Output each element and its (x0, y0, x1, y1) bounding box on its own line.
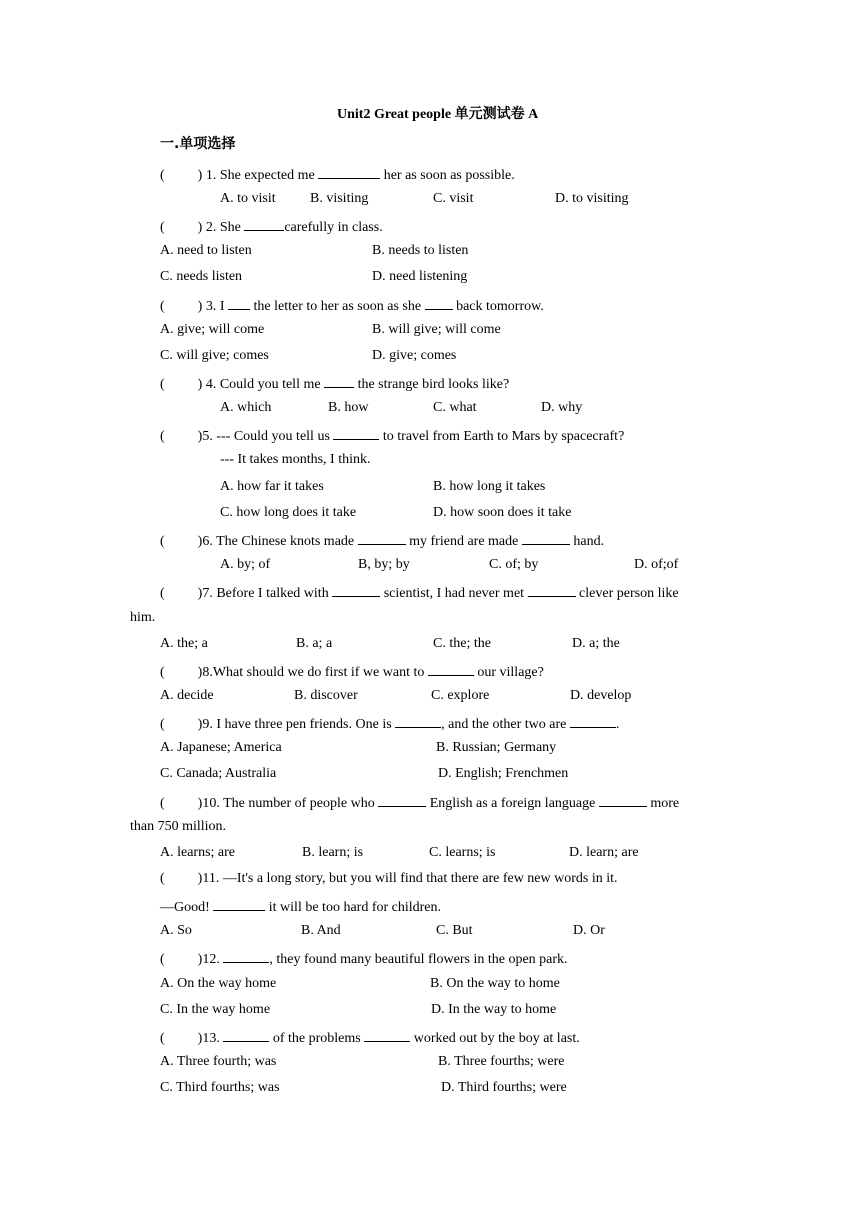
option-b: B. Russian; Germany (436, 740, 557, 755)
option-d: D. need listening (372, 269, 468, 284)
question-4: ( ) 4. Could you tell me the strange bird looks like? (160, 373, 509, 394)
option-c: C. visit (433, 191, 474, 206)
option-d: D. English; Frenchmen (438, 766, 569, 781)
answer-blank (223, 1027, 269, 1042)
section-heading: 一.单项选择 (160, 136, 236, 152)
answer-blank (318, 164, 380, 179)
answer-blank (522, 530, 570, 545)
answer-blank (425, 295, 453, 310)
option-a: A. Three fourth; was (160, 1054, 277, 1069)
answer-blank (333, 425, 379, 440)
question-12: ( )12. , they found many beautiful flowers in the open park. (160, 948, 568, 969)
option-a: A. need to listen (160, 243, 252, 258)
question-7: ( )7. Before I talked with scientist, I had never met clever person like (160, 582, 679, 603)
option-a: A. give; will come (160, 322, 265, 337)
option-d: D. Third fourths; were (441, 1080, 567, 1095)
question-10-continuation: than 750 million. (130, 819, 227, 834)
option-a: A. learns; are (160, 845, 236, 860)
answer-blank (244, 216, 284, 231)
answer-blank (358, 530, 406, 545)
option-b: B. learn; is (302, 845, 364, 860)
option-d: D. to visiting (555, 191, 629, 206)
answer-blank (378, 792, 426, 807)
answer-blank (228, 295, 250, 310)
option-a: A. the; a (160, 636, 208, 651)
option-b: B. And (301, 923, 341, 938)
option-d: D. of;of (634, 557, 679, 572)
option-d: D. In the way to home (431, 1002, 557, 1017)
option-b: B. visiting (310, 191, 369, 206)
question-6: ( )6. The Chinese knots made my friend are made hand. (160, 530, 604, 551)
option-d: D. learn; are (569, 845, 639, 860)
option-a: A. So (160, 923, 192, 938)
option-c: C. learns; is (429, 845, 496, 860)
answer-blank (223, 948, 269, 963)
question-5: ( )5. --- Could you tell us to travel from Earth to Mars by spacecraft? (160, 425, 624, 446)
option-a: A. which (220, 400, 272, 415)
option-d: D. why (541, 400, 583, 415)
option-c: C. how long does it take (220, 505, 357, 520)
question-11: ( )11. —It's a long story, but you will find that there are few new words in it. (160, 871, 618, 886)
question-10: ( )10. The number of people who English as a foreign language more (160, 792, 679, 813)
option-d: D. develop (570, 688, 632, 703)
question-1: ( ) 1. She expected me her as soon as possible. (160, 164, 515, 185)
question-9: ( )9. I have three pen friends. One is , and the other two are . (160, 713, 619, 734)
question-13: ( )13. of the problems worked out by the boy at last. (160, 1027, 580, 1048)
option-d: D. how soon does it take (433, 505, 572, 520)
question-2: ( ) 2. She carefully in class. (160, 216, 383, 237)
option-a: A. to visit (220, 191, 276, 206)
question-11-reply: —Good! it will be too hard for children. (160, 896, 441, 917)
option-c: C. of; by (489, 557, 539, 572)
option-c: C. will give; comes (160, 348, 269, 363)
answer-blank (364, 1027, 410, 1042)
answer-blank (428, 661, 474, 676)
option-b: B. will give; will come (372, 322, 501, 337)
question-8: ( )8.What should we do first if we want to our village? (160, 661, 544, 682)
answer-blank (395, 713, 441, 728)
option-b: B, by; by (358, 557, 410, 572)
option-d: D. a; the (572, 636, 620, 651)
option-c: C. Third fourths; was (160, 1080, 280, 1095)
page-title: Unit2 Great people 单元测试卷 A (337, 107, 539, 122)
option-b: B. Three fourths; were (438, 1054, 565, 1069)
question-3: ( ) 3. I the letter to her as soon as she back tomorrow. (160, 295, 544, 316)
option-d: D. give; comes (372, 348, 457, 363)
option-a: A. by; of (220, 557, 271, 572)
option-a: A. decide (160, 688, 214, 703)
answer-blank (599, 792, 647, 807)
answer-blank (528, 582, 576, 597)
option-a: A. how far it takes (220, 479, 324, 494)
option-c: C. needs listen (160, 269, 243, 284)
option-a: A. Japanese; America (160, 740, 282, 755)
option-b: B. needs to listen (372, 243, 469, 258)
question-5-reply: --- It takes months, I think. (220, 452, 371, 467)
option-c: C. what (433, 400, 477, 415)
option-b: B. a; a (296, 636, 333, 651)
option-c: C. Canada; Australia (160, 766, 277, 781)
answer-blank (213, 896, 265, 911)
option-a: A. On the way home (160, 976, 277, 991)
option-b: B. how long it takes (433, 479, 546, 494)
option-b: B. discover (294, 688, 358, 703)
option-d: D. Or (573, 923, 605, 938)
option-c: C. the; the (433, 636, 491, 651)
option-b: B. On the way to home (430, 976, 560, 991)
option-c: C. In the way home (160, 1002, 271, 1017)
answer-blank (570, 713, 616, 728)
option-c: C. But (436, 923, 473, 938)
question-7-continuation: him. (130, 610, 156, 625)
option-b: B. how (328, 400, 369, 415)
answer-blank (324, 373, 354, 388)
option-c: C. explore (431, 688, 490, 703)
answer-blank (332, 582, 380, 597)
